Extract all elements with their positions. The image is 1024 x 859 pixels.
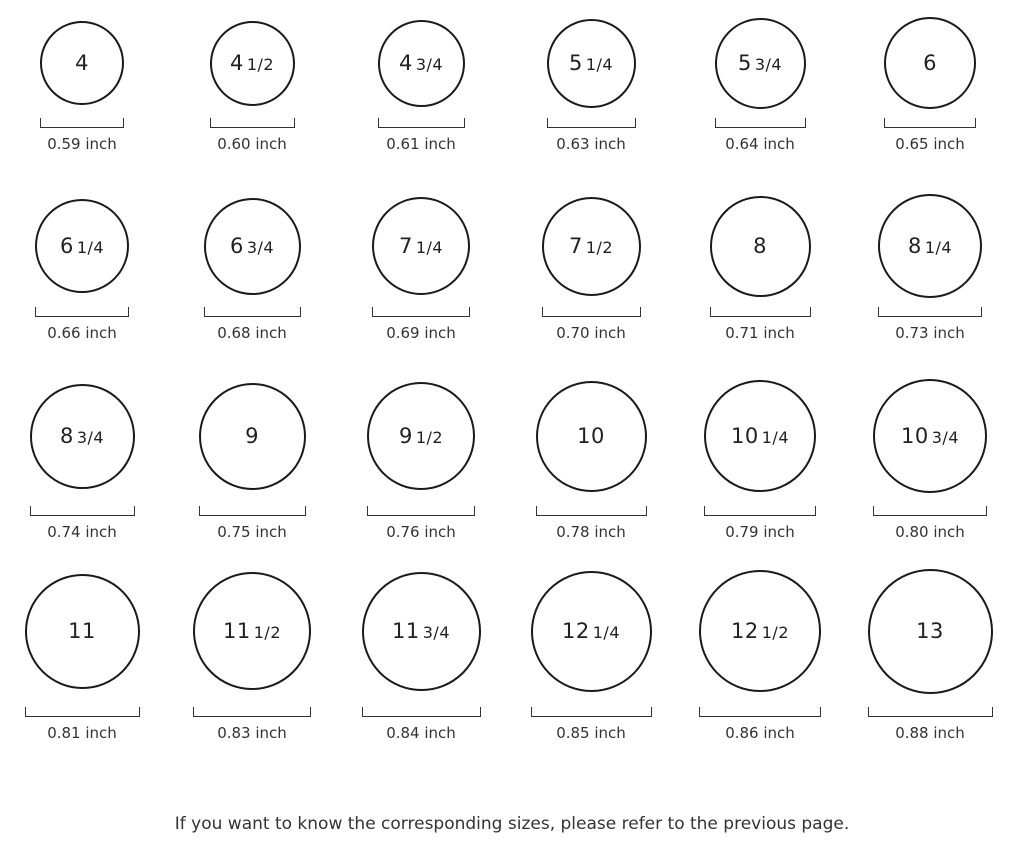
ring-size-label [569, 51, 613, 75]
diameter-ruler [884, 118, 976, 128]
diameter-measurement: 0.84 inch [386, 724, 456, 742]
ring-size-whole: 4 [229, 51, 244, 75]
ring-size-whole: 9 [245, 424, 259, 448]
diameter-ruler [204, 307, 301, 317]
ring-size-whole: 13 [916, 619, 944, 643]
ring-size-fraction: 3/4 [422, 623, 450, 642]
diameter-ruler [30, 506, 135, 516]
ring-size-whole: 7 [398, 234, 413, 258]
footer-note: If you want to know the corresponding sizes, please refer to the previous page. [174, 814, 850, 834]
ring-size-label [230, 51, 274, 75]
diameter-ruler [531, 707, 652, 717]
diameter-measurement: 0.59 inch [47, 135, 117, 153]
diameter-measurement: 0.65 inch [895, 135, 965, 153]
diameter-measurement: 0.68 inch [217, 324, 287, 342]
diameter-ruler [699, 707, 821, 717]
ring-size-whole: 5 [568, 51, 583, 75]
diameter-ruler [542, 307, 641, 317]
diameter-ruler [536, 506, 647, 516]
diameter-ruler [710, 307, 811, 317]
ring-size-fraction: 1/2 [761, 623, 789, 642]
ring-size-whole: 6 [59, 234, 74, 258]
diameter-measurement: 0.81 inch [47, 724, 117, 742]
ring-size-label [731, 619, 789, 643]
diameter-ruler [704, 506, 816, 516]
diameter-measurement: 0.74 inch [47, 523, 117, 541]
ring-size-whole: 10 [901, 424, 929, 448]
ring-size-label [916, 619, 944, 643]
diameter-ruler [878, 307, 982, 317]
ring-size-fraction: 1/4 [924, 238, 953, 257]
diameter-ruler [715, 118, 806, 128]
ring-size-label [60, 234, 104, 258]
diameter-ruler [210, 118, 295, 128]
ring-size-label [399, 51, 443, 75]
ring-size-label [577, 424, 605, 448]
diameter-ruler [868, 707, 993, 717]
ring-size-whole: 11 [223, 619, 251, 643]
diameter-measurement: 0.64 inch [725, 135, 795, 153]
ring-size-whole: 8 [907, 234, 922, 258]
ring-size-fraction: 1/4 [585, 55, 614, 74]
diameter-ruler [873, 506, 987, 516]
diameter-measurement: 0.78 inch [556, 523, 626, 541]
ring-size-fraction: 1/4 [761, 428, 789, 447]
ring-size-whole: 8 [753, 234, 767, 258]
ring-size-label [923, 51, 937, 75]
ring-size-label [223, 619, 281, 643]
ring-size-whole: 11 [392, 619, 420, 643]
diameter-measurement: 0.73 inch [895, 324, 965, 342]
ring-size-label [731, 424, 789, 448]
ring-size-label [245, 424, 259, 448]
diameter-measurement: 0.83 inch [217, 724, 287, 742]
ring-size-fraction: 3/4 [76, 428, 105, 447]
diameter-ruler [199, 506, 306, 516]
ring-size-label [562, 619, 620, 643]
ring-size-whole: 10 [731, 424, 759, 448]
ring-size-label [60, 424, 104, 448]
ring-size-label [230, 234, 274, 258]
ring-size-whole: 12 [731, 619, 759, 643]
ring-size-fraction: 1/4 [592, 623, 620, 642]
ring-size-fraction: 1/2 [253, 623, 281, 642]
ring-size-whole: 6 [923, 51, 937, 75]
ring-size-whole: 6 [229, 234, 244, 258]
ring-size-whole: 10 [577, 424, 605, 448]
ring-size-whole: 4 [75, 51, 89, 75]
diameter-ruler [372, 307, 470, 317]
ring-size-fraction: 1/2 [585, 238, 614, 257]
diameter-measurement: 0.61 inch [386, 135, 456, 153]
diameter-ruler [378, 118, 465, 128]
ring-size-whole: 7 [568, 234, 583, 258]
diameter-measurement: 0.69 inch [386, 324, 456, 342]
diameter-measurement: 0.70 inch [556, 324, 626, 342]
ring-size-fraction: 1/4 [415, 238, 444, 257]
ring-size-whole: 8 [59, 424, 74, 448]
ring-size-fraction: 1/2 [246, 55, 275, 74]
diameter-ruler [547, 118, 636, 128]
ring-size-fraction: 3/4 [754, 55, 783, 74]
diameter-measurement: 0.71 inch [725, 324, 795, 342]
ring-size-label [908, 234, 952, 258]
diameter-measurement: 0.80 inch [895, 523, 965, 541]
ring-size-label [753, 234, 767, 258]
diameter-measurement: 0.60 inch [217, 135, 287, 153]
ring-size-fraction: 3/4 [415, 55, 444, 74]
diameter-ruler [193, 707, 311, 717]
ring-size-label [75, 51, 89, 75]
diameter-measurement: 0.63 inch [556, 135, 626, 153]
ring-size-label [738, 51, 782, 75]
ring-size-fraction: 3/4 [931, 428, 959, 447]
diameter-ruler [362, 707, 481, 717]
ring-size-label [399, 234, 443, 258]
diameter-ruler [367, 506, 475, 516]
ring-size-label [569, 234, 613, 258]
diameter-measurement: 0.79 inch [725, 523, 795, 541]
diameter-measurement: 0.85 inch [556, 724, 626, 742]
ring-size-fraction: 3/4 [246, 238, 275, 257]
diameter-measurement: 0.66 inch [47, 324, 117, 342]
ring-size-label [399, 424, 443, 448]
diameter-measurement: 0.88 inch [895, 724, 965, 742]
diameter-measurement: 0.75 inch [217, 523, 287, 541]
ring-size-fraction: 1/4 [76, 238, 105, 257]
diameter-ruler [40, 118, 124, 128]
ring-size-whole: 4 [398, 51, 413, 75]
ring-size-label [901, 424, 959, 448]
ring-size-whole: 5 [737, 51, 752, 75]
ring-size-whole: 9 [398, 424, 413, 448]
ring-size-label [392, 619, 450, 643]
diameter-ruler [35, 307, 129, 317]
ring-size-fraction: 1/2 [415, 428, 444, 447]
diameter-measurement: 0.86 inch [725, 724, 795, 742]
diameter-measurement: 0.76 inch [386, 523, 456, 541]
ring-size-whole: 12 [562, 619, 590, 643]
ring-size-whole: 11 [68, 619, 96, 643]
ring-size-label [68, 619, 96, 643]
diameter-ruler [25, 707, 140, 717]
